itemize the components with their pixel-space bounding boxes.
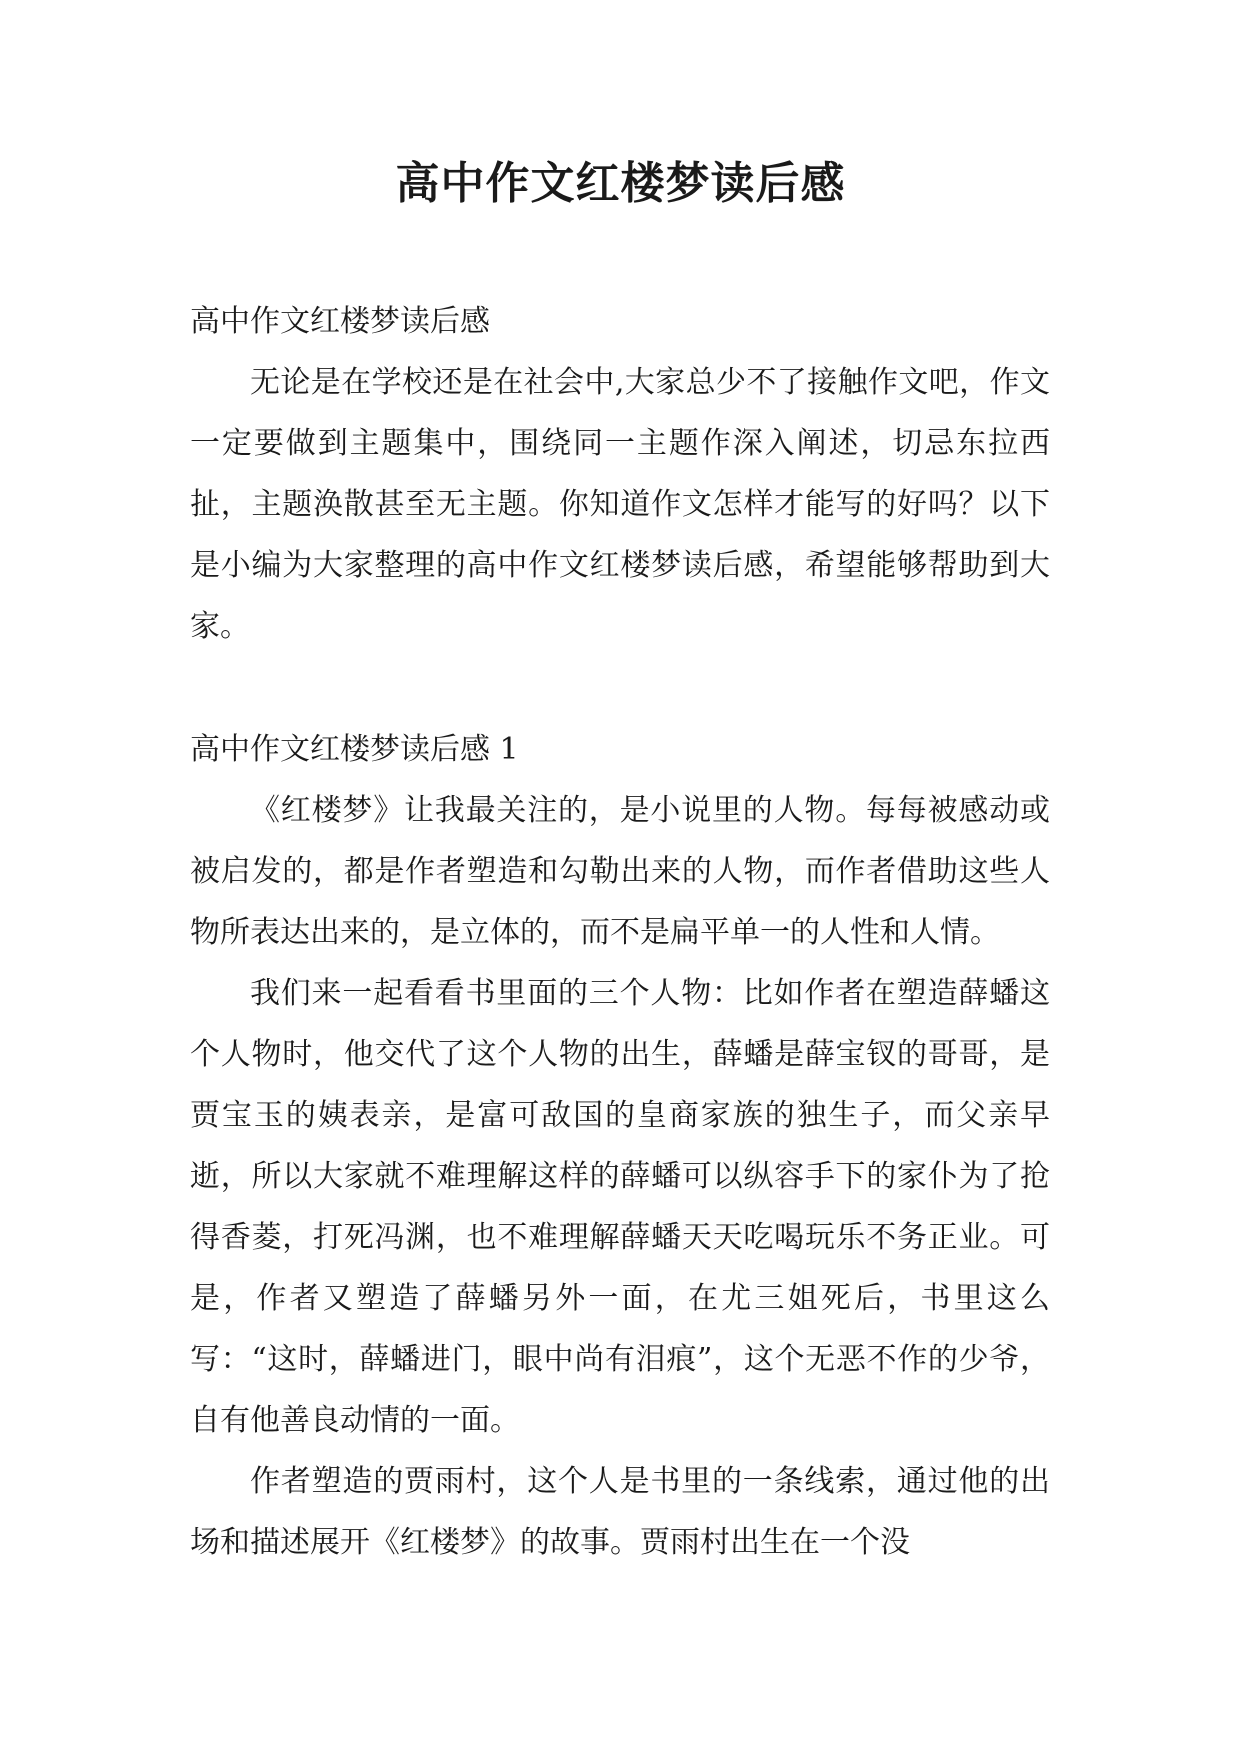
section-spacer (190, 657, 1050, 719)
section-1-heading: 高中作文红楼梦读后感 1 (190, 732, 519, 767)
section-1-paragraph-1: 《红楼梦》让我最关注的，是小说里的人物。每每被感动或被启发的，都是作者塑造和勾勒出来的人物，而作者借助这些人物所表达出来的，是立体的，而不是扁平单一的人性和人情。 (190, 793, 1050, 950)
section-1-paragraph-3: 作者塑造的贾雨村，这个人是书里的一条线索，通过他的出场和描述展开《红楼梦》的故事。贾雨村出生在一个没 (190, 1464, 1050, 1560)
intro-heading: 高中作文红楼梦读后感 (190, 304, 490, 339)
section-1-paragraph-2: 我们来一起看看书里面的三个人物：比如作者在塑造薛蟠这个人物时，他交代了这个人物的出生，薛蟠是薛宝钗的哥哥，是贾宝玉的姨表亲，是富可敌国的皇商家族的独生子，而父亲早逝，所以大家就不难理解这样的薛蟠可以纵容手下的家仆为了抢得香菱，打死冯渊，也不难理解薛蟠天天吃喝玩乐不务正业。可是，作者又塑造了薛蟠另外一面，在尤三姐死后，书里这么写：“这时，薛蟠进门，眼中尚有泪痕”，这个无恶不作的少爷，自有他善良动情的一面。 (190, 976, 1050, 1438)
intro-paragraph: 无论是在学校还是在社会中,大家总少不了接触作文吧，作文一定要做到主题集中，围绕同一主题作深入阐述，切忌东拉西扯，主题涣散甚至无主题。你知道作文怎样才能写的好吗？以下是小编为大家整理的高中作文红楼梦读后感，希望能够帮助到大家。 (190, 365, 1050, 644)
document-title: 高中作文红楼梦读后感 (395, 158, 846, 209)
document-body (190, 291, 1050, 1573)
